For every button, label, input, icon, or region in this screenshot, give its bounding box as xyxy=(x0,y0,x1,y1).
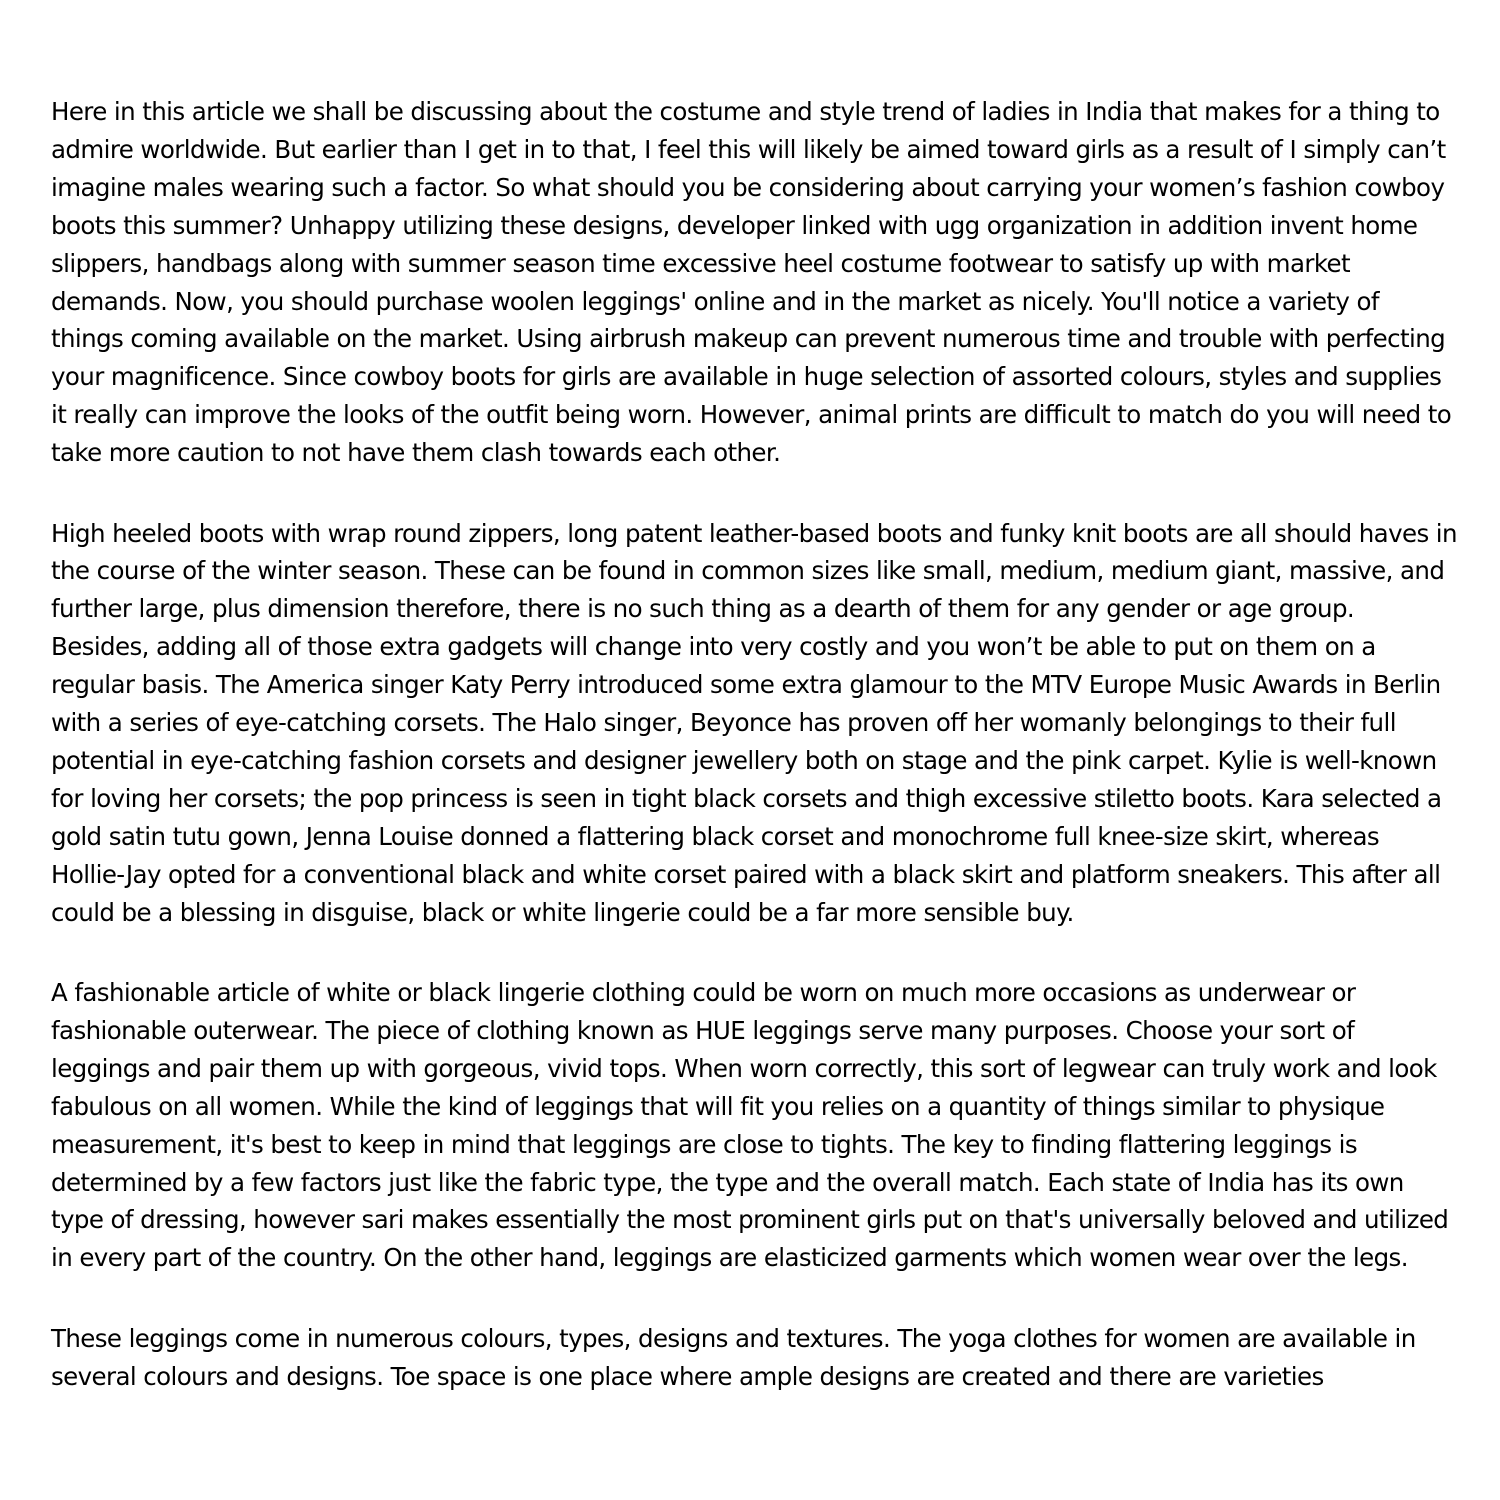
paragraph-3: A fashionable article of white or black lingerie clothing could be worn on much more occasions as underwear or fashionable outerwear. The piece of clothing known as HUE leggings serve many purposes. Choose your sort of leggings and pair them up with gorgeous, vivid tops. When worn correctly, this sort of legwear can truly work and look fabulous on all women. While the kind of leggings that will fit you relies on a quantity of things similar to physique measurement, it's best to keep in mind that leggings are close to tights. The key to finding flattering leggings is determined by a few factors just like the fabric type, the type and the overall match. Each state of India has its own type of dressing, however sari makes essentially the most prominent girls put on that's universally beloved and utilized in every part of the country. On the other hand, leggings are elasticized garments which women wear over the legs. xyxy=(51,978,1449,1273)
article-body xyxy=(51,93,1457,1438)
paragraph-2: High heeled boots with wrap round zippers, long patent leather-based boots and funky knit boots are all should haves in the course of the winter season. These can be found in common sizes like small, medium, medium giant, massive, and further large, plus dimension therefore, there is no such thing as a dearth of them for any gender or age group. Besides, adding all of those extra gadgets will change into very costly and you won’t be able to put on them on a regular basis. The America singer Katy Perry introduced some extra glamour to the MTV Europe Music Awards in Berlin with a series of eye-catching corsets. The Halo singer, Beyonce has proven off her womanly belongings to their full potential in eye-catching fashion corsets and designer jewellery both on stage and the pink carpet. Kylie is well-known for loving her corsets; the pop princess is seen in tight black corsets and thigh excessive stiletto boots. Kara selected a gold satin tutu gown, Jenna Louise donned a flattering black corset and monochrome full knee-size skirt, whereas Hollie-Jay opted for a conventional black and white corset paired with a black skirt and platform sneakers. This after all could be a blessing in disguise, black or white lingerie could be a far more sensible buy. xyxy=(51,518,1457,927)
paragraph-4: These leggings come in numerous colours, types, designs and textures. The yoga clothes for women are available in several colours and designs. Toe space is one place where ample designs are created and there are varieties xyxy=(51,1323,1416,1391)
paragraph-1: Here in this article we shall be discussing about the costume and style trend of ladies in India that makes for a thing to admire worldwide. But earlier than I get in to that, I feel this will likely be aimed toward girls as a result of I simply can’t imagine males wearing such a factor. So what should you be considering about carrying your women’s fashion cowboy boots this summer? Unhappy utilizing these designs, developer linked with ugg organization in addition invent home slippers, handbags along with summer season time excessive heel costume footwear to satisfy up with market demands. Now, you should purchase woolen leggings' online and in the market as nicely. You'll notice a variety of things coming available on the market. Using airbrush makeup can prevent numerous time and trouble with perfecting your magnificence. Since cowboy boots for girls are available in huge selection of assorted colours, styles and supplies it really can improve the looks of the outfit being worn. However, animal prints are difficult to match do you will need to take more caution to not have them clash towards each other. xyxy=(51,97,1452,468)
